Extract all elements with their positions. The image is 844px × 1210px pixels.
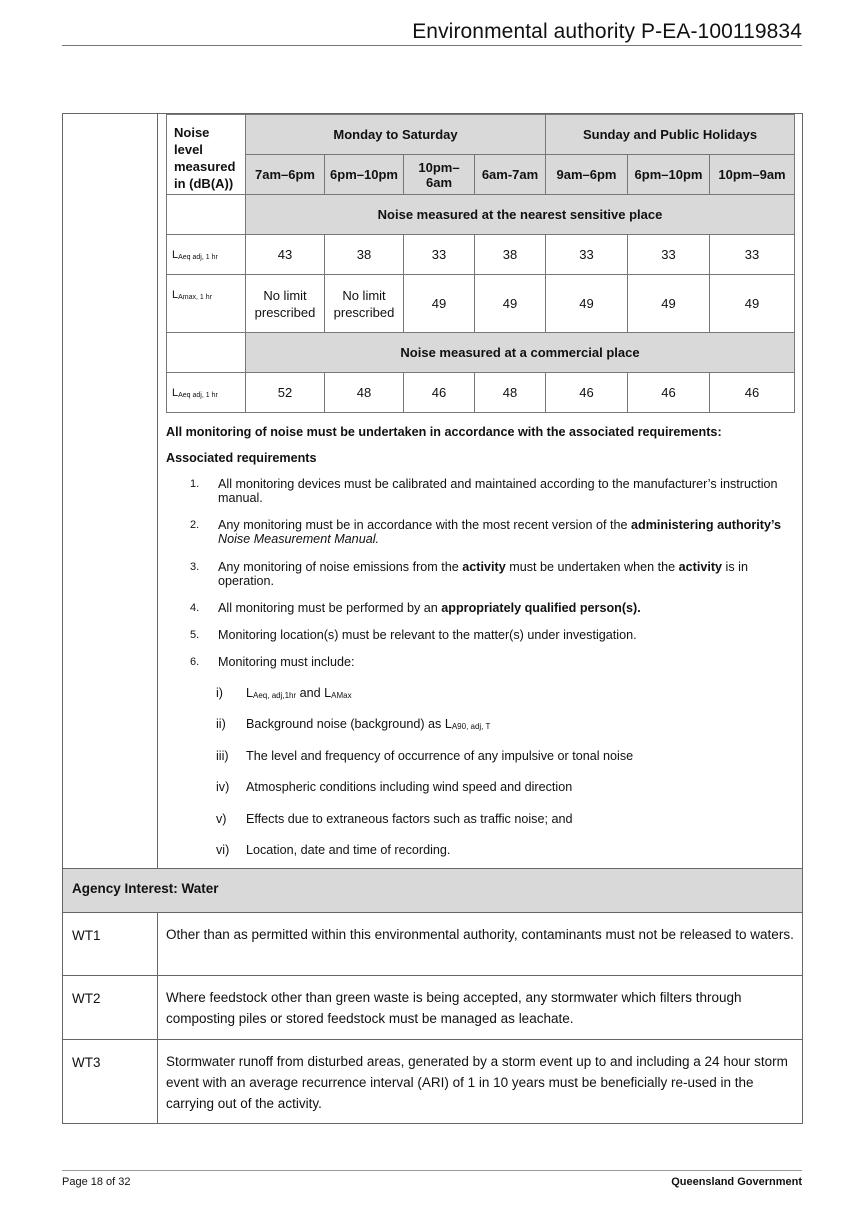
- value-cell: 48: [325, 373, 404, 413]
- value-cell: 33: [404, 235, 475, 275]
- value-cell: 33: [628, 235, 710, 275]
- header-rule: [62, 45, 802, 46]
- noise-level-label: Noise level measured in (dB(A)): [167, 115, 246, 195]
- row-divider: [63, 1039, 802, 1040]
- row-label-laeq: $L_{Aeq adj, 1 hr}$: [167, 235, 246, 275]
- value-cell: 49: [404, 275, 475, 333]
- document-header-title: Environmental authority P-EA-100119834: [412, 20, 802, 43]
- page-number: Page 18 of 32: [62, 1176, 131, 1188]
- column-divider: [157, 114, 158, 1123]
- row-divider: [63, 912, 802, 913]
- period-header: 10pm–9am: [710, 155, 795, 195]
- condition-text: Stormwater runoff from disturbed areas, generated by a storm event up to and including a 24 hour storm event with an average recurrence interval (ARI) of 1 in 10 years must be beneficially re-used in the carrying out of the activity.: [166, 1054, 788, 1111]
- section-sensitive-place: Noise measured at the nearest sensitive place: [246, 195, 795, 235]
- agency-interest-water-header: Agency Interest: Water: [63, 868, 802, 912]
- value-cell: 46: [628, 373, 710, 413]
- period-header: 10pm–6am: [404, 155, 475, 195]
- period-header: 6pm–10pm: [325, 155, 404, 195]
- value-cell: 46: [404, 373, 475, 413]
- value-cell: 38: [475, 235, 546, 275]
- value-cell: No limit prescribed: [246, 275, 325, 333]
- noise-limits-table: [166, 114, 795, 413]
- group-monday-saturday: Monday to Saturday: [246, 115, 546, 155]
- requirements-heading: Associated requirements: [166, 451, 317, 465]
- condition-text: Where feedstock other than green waste is being accepted, any stormwater which filters through composting piles or stored feedstock must be managed as leachate.: [166, 990, 742, 1026]
- row-label-laeq: $L_{Aeq adj, 1 hr}$: [167, 373, 246, 413]
- row-divider: [63, 975, 802, 976]
- blank-cell: [167, 195, 246, 235]
- value-cell: 46: [546, 373, 628, 413]
- value-cell: 38: [325, 235, 404, 275]
- value-cell: 43: [246, 235, 325, 275]
- value-cell: 52: [246, 373, 325, 413]
- footer-rule: [62, 1170, 802, 1171]
- value-cell: 49: [628, 275, 710, 333]
- condition-text: Other than as permitted within this environmental authority, contaminants must not be released to waters.: [166, 927, 794, 942]
- period-header: 6am-7am: [475, 155, 546, 195]
- section-commercial-place: Noise measured at a commercial place: [246, 333, 795, 373]
- blank-cell: [167, 333, 246, 373]
- value-cell: 46: [710, 373, 795, 413]
- value-cell: 49: [710, 275, 795, 333]
- row-label-lamax: $L_{Amax, 1 hr}$: [167, 275, 246, 333]
- row-divider: [63, 868, 802, 869]
- period-header: 9am–6pm: [546, 155, 628, 195]
- value-cell: 48: [475, 373, 546, 413]
- value-cell: No limit prescribed: [325, 275, 404, 333]
- value-cell: 33: [546, 235, 628, 275]
- period-header: 6pm–10pm: [628, 155, 710, 195]
- condition-id: WT2: [72, 991, 101, 1006]
- footer-organisation: Queensland Government: [671, 1176, 802, 1188]
- value-cell: 49: [546, 275, 628, 333]
- condition-id: WT1: [72, 928, 101, 943]
- conditions-table: Noise level measured in (dB(A)) Monday to Saturday Sunday and Public Holidays 7am–6pm 6pm–10pm 10pm–6am 6am-7am 9am–6pm 6pm–10pm 10pm–9am Noise measured at the nearest sensitive place $L_{Aeq adj, 1 hr}$ 43 38 33 38 33 33 33 $L_{Amax, 1 hr}$ No limit prescribed No limit prescribed 49 49 49 49 49 Noise measured at a commercial place $L_{Aeq adj, 1 hr}$ 52 48 46 48 46 46 46 All monitoring of noise must be undertaken in accordance with the associated requirements: Associated requirements 1. All monitoring devices must be calibrated and maintained according to the manufacturer’s instruction manual. 2. Any monitoring must be in accordance with the most recent version of the administering authority’s Noise Measurement Manual. 3. Any monitoring of noise emissions from the activity must be undertaken when the activity is in operation. 4. All monitoring must be performed by an appropriately qualified person(s). 5. Monitoring location(s) must be relevant to the matter(s) under investigation. 6. Monitoring must include: i) $L_{Aeq, adj,1hr}$ and $L_{AMax}$ ii) Background noise (background) as $L_{A90, adj, T}$ iii) The level and frequency of occurrence of any impulsive or tonal noise iv) Atmospheric conditions including wind speed and direction v) Effects due to extraneous factors such as traffic noise; and vi) Location, date and time of recording. Agency Interest: Water WT1 Other than as permitted within this environmental authority, contaminants must not be released to waters. WT2 Where feedstock other than green waste is being accepted, any stormwater which filters through composting piles or stored feedstock must be managed as leachate. WT3 Stormwater runoff from disturbed areas, generated by a storm event up to and including a 24 hour storm event with an average recurrence interval (ARI) of 1 in 10 years must be beneficially re-used in the carrying out of the activity.: [62, 113, 803, 1124]
- value-cell: 33: [710, 235, 795, 275]
- group-sunday-holidays: Sunday and Public Holidays: [546, 115, 795, 155]
- requirements-intro: All monitoring of noise must be undertaken in accordance with the associated requirements:: [166, 425, 722, 439]
- condition-id: WT3: [72, 1055, 101, 1070]
- value-cell: 49: [475, 275, 546, 333]
- period-header: 7am–6pm: [246, 155, 325, 195]
